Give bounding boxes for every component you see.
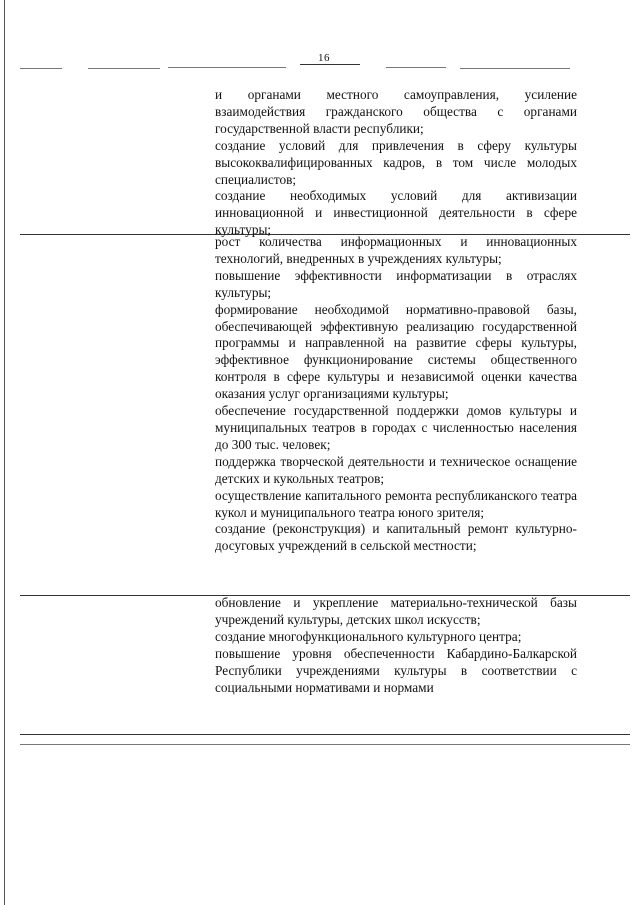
page-number: 16 bbox=[318, 52, 330, 64]
header-rule-segment bbox=[386, 67, 446, 68]
table-bottom-rule bbox=[20, 744, 630, 745]
list-item: поддержка творческой деятельности и техническое оснащение детских и кукольных театров; bbox=[215, 453, 577, 486]
list-item: создание многофункционального культурного центра; bbox=[215, 628, 522, 644]
text-block-1 bbox=[215, 87, 577, 238]
text-block-3 bbox=[215, 595, 577, 696]
list-item: создание необходимых условий для активизации инновационной и инвестиционной деятельности в сфере культуры; bbox=[215, 188, 577, 238]
list-item: обеспечение государственной поддержки домов культуры и муниципальных театров в городах с численностью населения до 300 тыс. человек; bbox=[215, 403, 577, 452]
list-item: обновление и укрепление материально-технической базы учреждений культуры, детских школ искусств; bbox=[215, 595, 577, 627]
header-rule-segment bbox=[20, 68, 62, 69]
list-item: создание (реконструкция) и капитальный ремонт культурно-досуговых учреждений в сельской местности; bbox=[215, 521, 577, 554]
list-item: формирование необходимой нормативно-правовой базы, обеспечивающей эффективную реализацию государственной программы и направленной на развитие сферы культуры, эффективное функционирование системы общественного контроля в сфере культуры и независимой оценки качества оказания услуг организациями культуры; bbox=[215, 301, 577, 402]
list-item: повышение эффективности информатизации в отраслях культуры; bbox=[215, 267, 577, 300]
table-cell-text bbox=[215, 87, 577, 696]
list-item: рост количества информационных и инновационных технологий, внедренных в учреждениях культуры; bbox=[215, 234, 577, 266]
list-item: создание условий для привлечения в сферу культуры высококвалифицированных кадров, в том числе молодых специалистов; bbox=[215, 137, 577, 187]
text-block-2 bbox=[215, 234, 577, 595]
header-rule-segment bbox=[168, 67, 286, 68]
header-rule-segment bbox=[88, 68, 160, 69]
list-item: осуществление капитального ремонта республиканского театра кукол и муниципального театра юного зрителя; bbox=[215, 487, 577, 520]
list-item: повышение уровня обеспеченности Кабардино-Балкарской Республики учреждениями культуры в соответствии с социальными нормативами и нормами bbox=[215, 645, 577, 695]
table-row-separator bbox=[20, 734, 630, 735]
scan-edge-line bbox=[4, 0, 5, 905]
header-rule-segment bbox=[300, 64, 360, 65]
header-rule-segment bbox=[460, 68, 570, 69]
list-item: и органами местного самоуправления, усиление взаимодействия гражданского общества с органами государственной власти республики; bbox=[215, 87, 577, 136]
